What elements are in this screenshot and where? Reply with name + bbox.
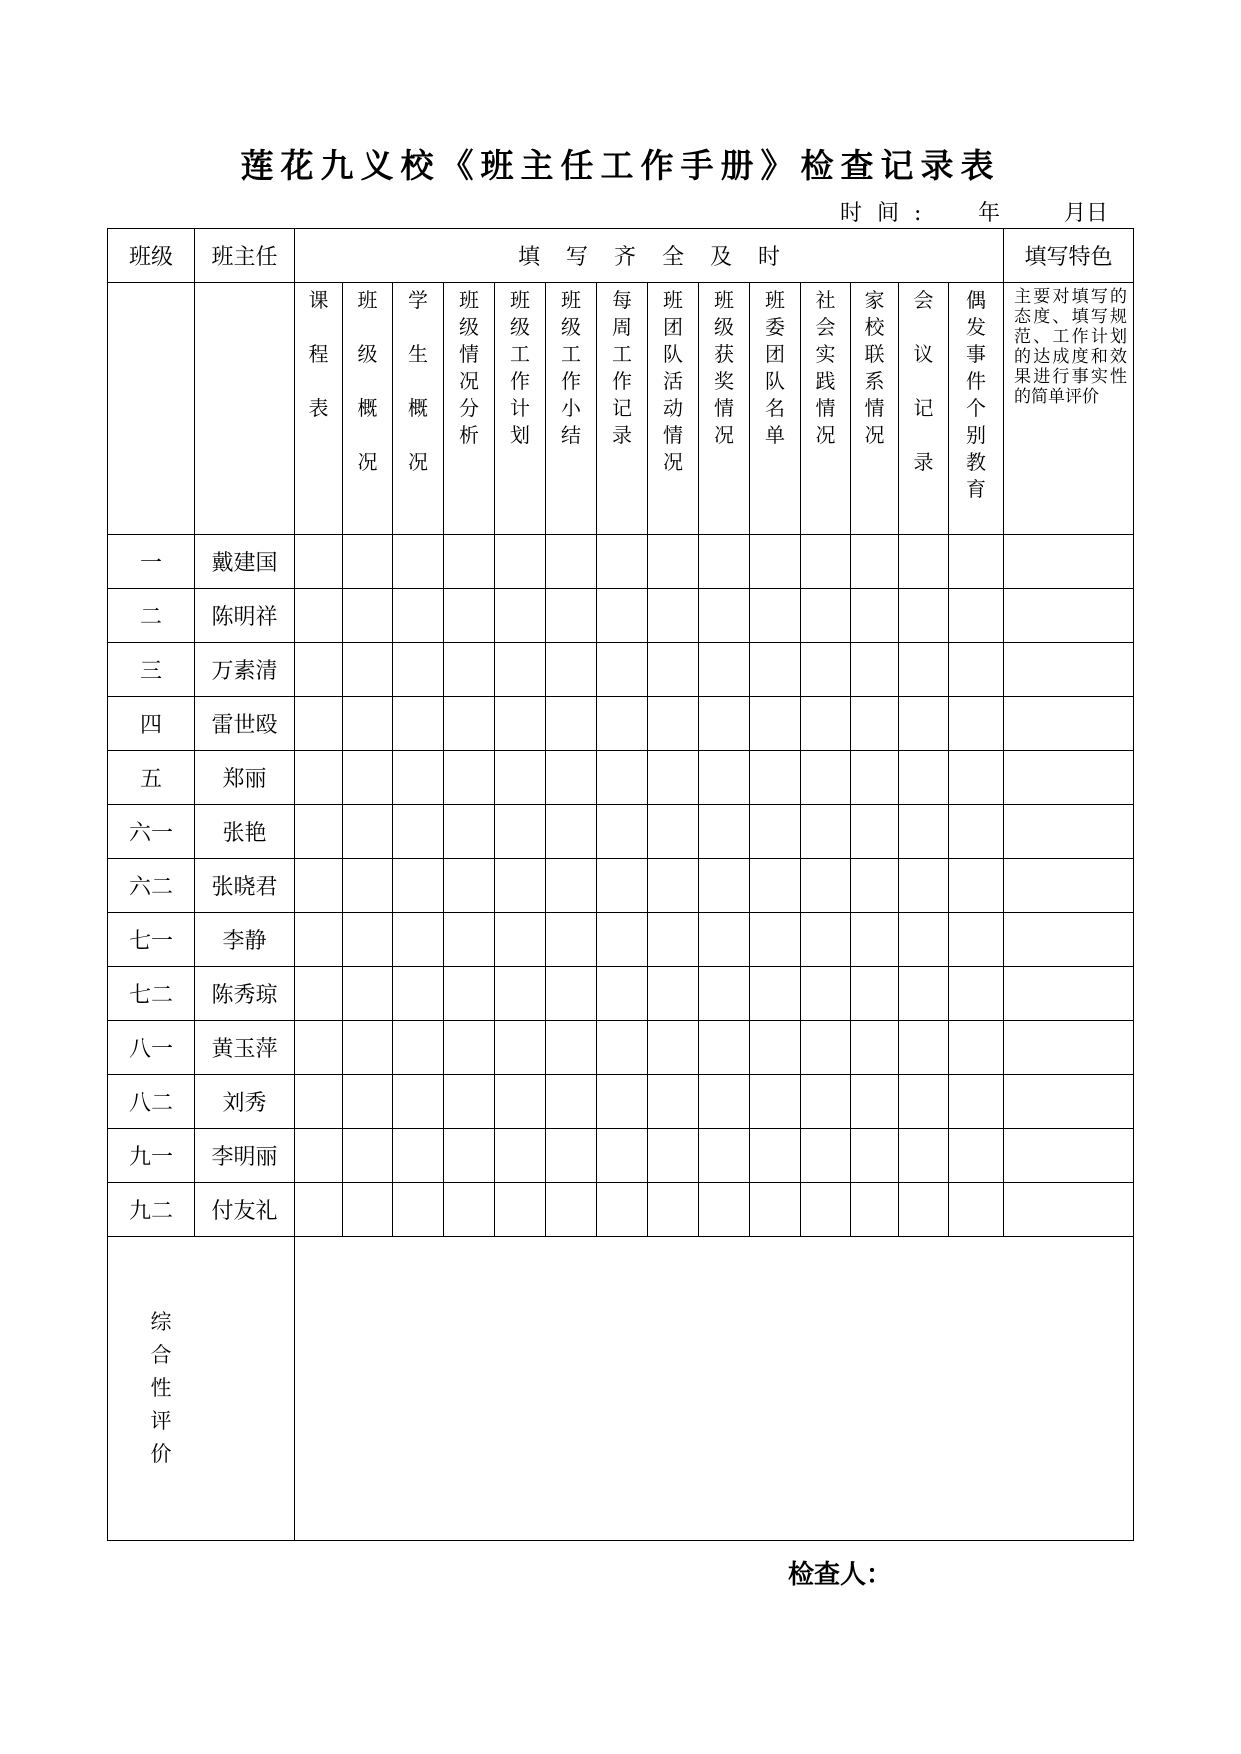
column-title-text: 家校联系情况 [864, 288, 885, 447]
column-title-char: 会 [913, 288, 934, 312]
class-name-cell: 一 [108, 535, 195, 589]
check-cell[interactable] [343, 967, 393, 1021]
check-cell[interactable] [750, 697, 801, 751]
check-cell[interactable] [295, 751, 343, 805]
check-cell[interactable] [597, 535, 648, 589]
check-cell[interactable] [648, 913, 699, 967]
check-cell[interactable] [851, 1021, 899, 1075]
check-cell[interactable] [899, 643, 949, 697]
check-cell[interactable] [546, 535, 597, 589]
feature-cell[interactable] [1004, 1129, 1134, 1183]
check-cell[interactable] [393, 1183, 444, 1237]
teacher-name-cell: 陈秀琼 [195, 967, 295, 1021]
check-cell[interactable] [750, 643, 801, 697]
teacher-name-cell: 付友礼 [195, 1183, 295, 1237]
feature-cell[interactable] [1004, 643, 1134, 697]
feature-cell[interactable] [1004, 697, 1134, 751]
check-cell[interactable] [343, 1075, 393, 1129]
check-cell[interactable] [899, 697, 949, 751]
check-cell[interactable] [343, 535, 393, 589]
check-cell[interactable] [648, 805, 699, 859]
feature-note: 主要对填写的态度、填写规范、工作计划的达成度和效果进行事实性的简单评价 [1014, 287, 1128, 407]
feature-cell[interactable] [1004, 1075, 1134, 1129]
check-cell[interactable] [597, 913, 648, 967]
check-cell[interactable] [750, 1021, 801, 1075]
check-cell[interactable] [699, 1183, 750, 1237]
check-cell[interactable] [597, 967, 648, 1021]
check-cell[interactable] [495, 967, 546, 1021]
column-title-char: 班 [357, 288, 378, 312]
column-title [495, 283, 546, 535]
check-cell[interactable] [444, 967, 495, 1021]
column-title-text: 社会实践情况 [815, 288, 836, 447]
check-cell[interactable] [495, 1183, 546, 1237]
check-cell[interactable] [648, 1075, 699, 1129]
teacher-name-cell: 陈明祥 [195, 589, 295, 643]
check-cell[interactable] [699, 697, 750, 751]
column-title-char: 学 [408, 288, 428, 312]
check-cell[interactable] [949, 967, 1004, 1021]
column-title-text [408, 287, 428, 476]
check-cell[interactable] [949, 1021, 1004, 1075]
check-cell[interactable] [597, 589, 648, 643]
check-cell[interactable] [597, 1183, 648, 1237]
check-cell[interactable] [851, 751, 899, 805]
teacher-name-cell: 戴建国 [195, 535, 295, 589]
date-year-label: 年 [978, 201, 1001, 226]
date-label: 时 间 : [840, 201, 926, 226]
check-cell[interactable] [546, 805, 597, 859]
check-cell[interactable] [801, 805, 851, 859]
check-cell[interactable] [699, 1075, 750, 1129]
header-row [108, 229, 1134, 283]
check-cell[interactable] [393, 751, 444, 805]
teacher-name-cell: 李静 [195, 913, 295, 967]
column-title [648, 283, 699, 535]
check-cell[interactable] [648, 967, 699, 1021]
feature-cell[interactable] [1004, 589, 1134, 643]
check-cell[interactable] [851, 643, 899, 697]
column-title [597, 283, 648, 535]
check-cell[interactable] [295, 535, 343, 589]
check-cell[interactable] [899, 1021, 949, 1075]
check-cell[interactable] [393, 643, 444, 697]
check-cell[interactable] [444, 1075, 495, 1129]
check-cell[interactable] [648, 859, 699, 913]
check-cell[interactable] [546, 1183, 597, 1237]
check-cell[interactable] [393, 535, 444, 589]
check-cell[interactable] [949, 913, 1004, 967]
table-row [108, 751, 1134, 805]
feature-cell[interactable] [1004, 1183, 1134, 1237]
check-cell[interactable] [851, 967, 899, 1021]
column-title-text: 班级工作小结 [561, 288, 581, 447]
column-title-char: 录 [913, 450, 934, 474]
check-cell[interactable] [546, 643, 597, 697]
check-cell[interactable] [801, 913, 851, 967]
check-cell[interactable] [393, 805, 444, 859]
teacher-name-cell: 李明丽 [195, 1129, 295, 1183]
teacher-name-cell: 黄玉萍 [195, 1021, 295, 1075]
table-row [108, 1129, 1134, 1183]
check-cell[interactable] [295, 913, 343, 967]
column-title-text [914, 287, 934, 476]
check-cell[interactable] [444, 751, 495, 805]
check-cell[interactable] [648, 751, 699, 805]
check-cell[interactable] [949, 1075, 1004, 1129]
check-cell[interactable] [597, 697, 648, 751]
check-cell[interactable] [495, 1075, 546, 1129]
check-cell[interactable] [801, 1021, 851, 1075]
check-cell[interactable] [597, 1021, 648, 1075]
class-name-cell: 九二 [108, 1183, 195, 1237]
check-cell[interactable] [495, 805, 546, 859]
check-cell[interactable] [295, 1129, 343, 1183]
check-cell[interactable] [949, 751, 1004, 805]
check-cell[interactable] [648, 1183, 699, 1237]
table-row [108, 697, 1134, 751]
feature-cell[interactable] [1004, 859, 1134, 913]
table-row [108, 1021, 1134, 1075]
column-title-char: 级 [357, 342, 378, 366]
check-cell[interactable] [899, 751, 949, 805]
check-cell[interactable] [295, 859, 343, 913]
evaluation-label-cell [108, 1237, 295, 1541]
column-title-char: 议 [913, 342, 934, 366]
class-name-cell: 三 [108, 643, 195, 697]
column-title-char: 概 [408, 396, 428, 420]
check-cell[interactable] [801, 859, 851, 913]
class-name-cell: 四 [108, 697, 195, 751]
check-cell[interactable] [750, 967, 801, 1021]
check-cell[interactable] [343, 913, 393, 967]
check-cell[interactable] [343, 805, 393, 859]
check-cell[interactable] [597, 805, 648, 859]
table-row [108, 535, 1134, 589]
check-cell[interactable] [699, 913, 750, 967]
check-cell[interactable] [295, 697, 343, 751]
column-title-char: 程 [308, 342, 329, 366]
column-title [295, 283, 343, 535]
check-cell[interactable] [750, 805, 801, 859]
header-completeness: 填写齐全及时 [295, 229, 1004, 283]
teacher-name-cell: 雷世殴 [195, 697, 295, 751]
check-cell[interactable] [343, 697, 393, 751]
check-cell[interactable] [899, 913, 949, 967]
check-cell[interactable] [699, 589, 750, 643]
evaluation-input[interactable] [295, 1237, 1134, 1541]
column-title [949, 283, 1004, 535]
check-cell[interactable] [851, 1075, 899, 1129]
check-cell[interactable] [750, 1075, 801, 1129]
check-cell[interactable] [899, 589, 949, 643]
check-cell[interactable] [750, 589, 801, 643]
check-cell[interactable] [699, 643, 750, 697]
blank-cell [108, 283, 195, 535]
date-day-label: 日 [1086, 201, 1109, 226]
column-title-char: 记 [913, 396, 934, 420]
check-cell[interactable] [444, 1021, 495, 1075]
column-title-char: 况 [357, 450, 378, 474]
check-cell[interactable] [949, 697, 1004, 751]
check-cell[interactable] [949, 805, 1004, 859]
teacher-name-cell: 郑丽 [195, 751, 295, 805]
class-rows [108, 535, 1134, 1237]
column-title [699, 283, 750, 535]
column-title-text: 班级工作计划 [510, 288, 530, 447]
feature-cell[interactable] [1004, 967, 1134, 1021]
check-cell[interactable] [699, 967, 750, 1021]
check-cell[interactable] [949, 1129, 1004, 1183]
check-cell[interactable] [444, 913, 495, 967]
teacher-name-cell: 万素清 [195, 643, 295, 697]
check-cell[interactable] [750, 1183, 801, 1237]
check-cell[interactable] [343, 1183, 393, 1237]
check-cell[interactable] [699, 859, 750, 913]
check-cell[interactable] [495, 1021, 546, 1075]
page-title: 莲花九义校《班主任工作手册》检查记录表 [240, 146, 1001, 185]
column-title-text [309, 287, 329, 422]
check-cell[interactable] [899, 535, 949, 589]
class-name-cell: 八二 [108, 1075, 195, 1129]
check-cell[interactable] [495, 913, 546, 967]
column-title-text: 班委团队名单 [765, 288, 785, 447]
check-cell[interactable] [648, 1129, 699, 1183]
feature-cell[interactable] [1004, 805, 1134, 859]
teacher-name-cell: 张艳 [195, 805, 295, 859]
check-cell[interactable] [851, 1183, 899, 1237]
check-cell[interactable] [495, 589, 546, 643]
check-cell[interactable] [295, 643, 343, 697]
check-cell[interactable] [495, 751, 546, 805]
check-cell[interactable] [949, 535, 1004, 589]
column-title-text: 班团队活动情况 [663, 288, 683, 474]
table-row [108, 859, 1134, 913]
column-title [444, 283, 495, 535]
check-cell[interactable] [851, 859, 899, 913]
check-cell[interactable] [750, 1129, 801, 1183]
check-cell[interactable] [295, 589, 343, 643]
check-cell[interactable] [801, 535, 851, 589]
check-cell[interactable] [444, 535, 495, 589]
check-cell[interactable] [801, 751, 851, 805]
column-title-char: 生 [408, 342, 428, 366]
header-feature: 填写特色 [1004, 229, 1134, 283]
evaluation-label: 综合性评价 [150, 1310, 172, 1466]
check-cell[interactable] [949, 643, 1004, 697]
check-cell[interactable] [393, 589, 444, 643]
check-cell[interactable] [699, 1021, 750, 1075]
class-name-cell: 八一 [108, 1021, 195, 1075]
check-cell[interactable] [801, 643, 851, 697]
check-cell[interactable] [750, 859, 801, 913]
check-cell[interactable] [546, 751, 597, 805]
check-cell[interactable] [444, 859, 495, 913]
check-cell[interactable] [597, 1129, 648, 1183]
check-cell[interactable] [949, 589, 1004, 643]
check-cell[interactable] [801, 589, 851, 643]
class-name-cell: 六一 [108, 805, 195, 859]
check-cell[interactable] [393, 1129, 444, 1183]
check-cell[interactable] [851, 697, 899, 751]
check-cell[interactable] [597, 643, 648, 697]
check-cell[interactable] [648, 1021, 699, 1075]
table-row [108, 967, 1134, 1021]
check-cell[interactable] [295, 1075, 343, 1129]
check-cell[interactable] [801, 1129, 851, 1183]
check-cell[interactable] [393, 1075, 444, 1129]
column-title-text: 班级获奖情况 [714, 288, 734, 447]
inspector-label: 检查人： [788, 1560, 893, 1590]
check-cell[interactable] [444, 643, 495, 697]
blank-cell [195, 283, 295, 535]
check-cell[interactable] [750, 913, 801, 967]
table-row [108, 1075, 1134, 1129]
check-cell[interactable] [648, 643, 699, 697]
check-cell[interactable] [648, 589, 699, 643]
column-title [801, 283, 851, 535]
column-title [899, 283, 949, 535]
check-cell[interactable] [899, 859, 949, 913]
class-name-cell: 七二 [108, 967, 195, 1021]
evaluation-row [108, 1237, 1134, 1541]
check-cell[interactable] [343, 589, 393, 643]
check-cell[interactable] [899, 967, 949, 1021]
inspection-table [107, 228, 1134, 1541]
class-name-cell: 五 [108, 751, 195, 805]
table-row [108, 1183, 1134, 1237]
check-cell[interactable] [495, 859, 546, 913]
check-cell[interactable] [495, 1129, 546, 1183]
check-cell[interactable] [648, 535, 699, 589]
check-cell[interactable] [851, 589, 899, 643]
column-title-row [108, 283, 1134, 535]
check-cell[interactable] [444, 805, 495, 859]
column-title-text: 班级情况分析 [459, 288, 479, 447]
column-title-char: 课 [308, 288, 329, 312]
class-name-cell: 九一 [108, 1129, 195, 1183]
column-title [343, 283, 393, 535]
check-cell[interactable] [444, 697, 495, 751]
check-cell[interactable] [699, 1129, 750, 1183]
check-cell[interactable] [801, 1075, 851, 1129]
check-cell[interactable] [343, 859, 393, 913]
check-cell[interactable] [851, 913, 899, 967]
check-cell[interactable] [393, 1021, 444, 1075]
check-cell[interactable] [648, 697, 699, 751]
check-cell[interactable] [597, 859, 648, 913]
check-cell[interactable] [801, 697, 851, 751]
check-cell[interactable] [750, 751, 801, 805]
check-cell[interactable] [444, 589, 495, 643]
check-cell[interactable] [546, 967, 597, 1021]
check-cell[interactable] [444, 1183, 495, 1237]
check-cell[interactable] [343, 1021, 393, 1075]
check-cell[interactable] [750, 535, 801, 589]
check-cell[interactable] [699, 805, 750, 859]
check-cell[interactable] [949, 859, 1004, 913]
check-cell[interactable] [546, 1075, 597, 1129]
check-cell[interactable] [495, 643, 546, 697]
check-cell[interactable] [899, 805, 949, 859]
check-cell[interactable] [597, 1075, 648, 1129]
table-row [108, 643, 1134, 697]
date-month-label: 月 [1064, 201, 1087, 226]
check-cell[interactable] [899, 1183, 949, 1237]
teacher-name-cell: 刘秀 [195, 1075, 295, 1129]
check-cell[interactable] [699, 535, 750, 589]
check-cell[interactable] [444, 1129, 495, 1183]
column-title [393, 283, 444, 535]
feature-cell[interactable] [1004, 535, 1134, 589]
feature-note-cell [1004, 283, 1134, 535]
column-title [546, 283, 597, 535]
check-cell[interactable] [295, 1183, 343, 1237]
check-cell[interactable] [343, 643, 393, 697]
header-teacher: 班主任 [195, 229, 295, 283]
check-cell[interactable] [393, 967, 444, 1021]
table-row [108, 913, 1134, 967]
check-cell[interactable] [899, 1129, 949, 1183]
feature-cell[interactable] [1004, 1021, 1134, 1075]
check-cell[interactable] [597, 751, 648, 805]
column-title-text [358, 287, 378, 476]
check-cell[interactable] [546, 913, 597, 967]
teacher-name-cell: 张晓君 [195, 859, 295, 913]
check-cell[interactable] [393, 913, 444, 967]
column-title [750, 283, 801, 535]
table-row [108, 589, 1134, 643]
column-title-char: 况 [408, 450, 428, 474]
column-title-char: 概 [357, 396, 378, 420]
check-cell[interactable] [343, 1129, 393, 1183]
check-cell[interactable] [295, 805, 343, 859]
check-cell[interactable] [495, 697, 546, 751]
column-title-char: 表 [308, 396, 329, 420]
check-cell[interactable] [495, 535, 546, 589]
check-cell[interactable] [546, 697, 597, 751]
check-cell[interactable] [546, 1129, 597, 1183]
check-cell[interactable] [949, 1183, 1004, 1237]
table-row [108, 805, 1134, 859]
feature-cell[interactable] [1004, 751, 1134, 805]
check-cell[interactable] [295, 1021, 343, 1075]
feature-cell[interactable] [1004, 913, 1134, 967]
check-cell[interactable] [295, 967, 343, 1021]
check-cell[interactable] [851, 805, 899, 859]
check-cell[interactable] [699, 751, 750, 805]
check-cell[interactable] [546, 589, 597, 643]
check-cell[interactable] [801, 1183, 851, 1237]
class-name-cell: 二 [108, 589, 195, 643]
check-cell[interactable] [546, 859, 597, 913]
column-title [851, 283, 899, 535]
check-cell[interactable] [393, 859, 444, 913]
check-cell[interactable] [851, 1129, 899, 1183]
check-cell[interactable] [801, 967, 851, 1021]
check-cell[interactable] [546, 1021, 597, 1075]
column-title-text: 每周工作记录 [612, 288, 632, 447]
check-cell[interactable] [851, 535, 899, 589]
header-class: 班级 [108, 229, 195, 283]
check-cell[interactable] [899, 1075, 949, 1129]
check-cell[interactable] [343, 751, 393, 805]
column-title-text: 偶发事件个别教育 [966, 288, 986, 501]
class-name-cell: 六二 [108, 859, 195, 913]
class-name-cell: 七一 [108, 913, 195, 967]
check-cell[interactable] [393, 697, 444, 751]
